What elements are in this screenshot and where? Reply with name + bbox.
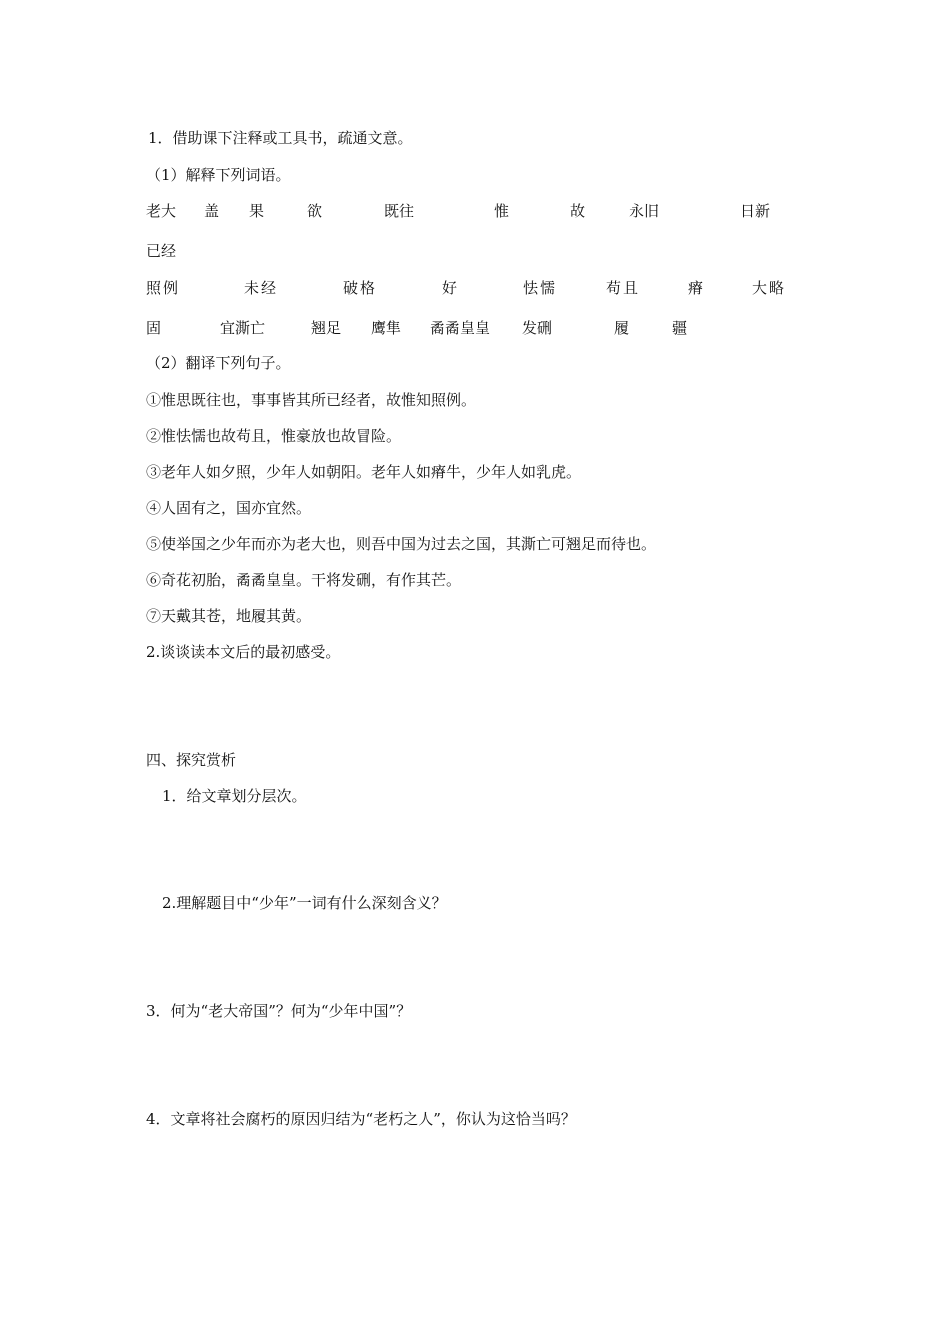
vocab-word: 苟且 <box>606 279 641 297</box>
sentence-item: ①惟思既往也，事事皆其所已经者，故惟知照例。 <box>146 391 477 409</box>
section4-title: 四、探究赏析 <box>146 751 237 769</box>
vocab-word: 大略 <box>752 279 787 297</box>
vocab-word: 老大 <box>146 202 177 220</box>
sentence-item: ④人固有之，国亦宜然。 <box>146 499 312 517</box>
vocab-word: 鹰隼 <box>371 319 402 337</box>
vocab-word: 宜澌亡 <box>220 319 266 337</box>
vocab-word: 照例 <box>146 279 181 297</box>
vocab-word: 发硎 <box>522 319 553 337</box>
sentence-item: ⑦天戴其苍，地履其黄。 <box>146 607 312 625</box>
section1-heading: 1．借助课下注释或工具书，疏通文意。 <box>148 129 413 147</box>
vocab-word: 日新 <box>740 202 771 220</box>
analysis-question: 3．何为“老大帝国”？何为“少年中国”？ <box>146 1002 412 1020</box>
sentence-item: ②惟怯懦也故苟且，惟豪放也故冒险。 <box>146 427 402 445</box>
vocab-word: 永旧 <box>629 202 660 220</box>
analysis-question: 2.理解题目中“少年”一词有什么深刻含义？ <box>162 894 447 912</box>
vocab-word: 已经 <box>146 242 177 260</box>
vocab-word: 故 <box>570 202 586 220</box>
sentence-item: ⑥奇花初胎，矞矞皇皇。干将发硎，有作其芒。 <box>146 571 462 589</box>
vocab-word: 果 <box>249 202 265 220</box>
vocab-word: 瘠 <box>688 279 704 297</box>
analysis-question: 1．给文章划分层次。 <box>162 787 307 805</box>
sentence-item: ⑤使举国之少年而亦为老大也，则吾中国为过去之国，其澌亡可翘足而待也。 <box>146 535 657 553</box>
vocab-word: 翘足 <box>311 319 342 337</box>
vocab-word: 欲 <box>307 202 323 220</box>
analysis-question: 4．文章将社会腐朽的原因归结为“老朽之人”，你认为这恰当吗？ <box>146 1110 576 1128</box>
vocab-word: 履 <box>614 319 630 337</box>
vocab-word: 矞矞皇皇 <box>430 319 491 337</box>
translate-subheading: （2）翻译下列句子。 <box>146 354 291 372</box>
vocab-word: 好 <box>442 279 458 297</box>
question-2: 2.谈谈读本文后的最初感受。 <box>146 643 341 661</box>
vocab-word: 怯懦 <box>523 279 558 297</box>
vocab-word: 盖 <box>204 202 220 220</box>
sentence-item: ③老年人如夕照，少年人如朝阳。老年人如瘠牛，少年人如乳虎。 <box>146 463 582 481</box>
vocab-word: 惟 <box>494 202 510 220</box>
vocab-word: 未经 <box>244 279 279 297</box>
vocab-word: 破格 <box>343 279 378 297</box>
vocab-subheading: （1）解释下列词语。 <box>146 166 291 184</box>
vocab-word: 疆 <box>672 319 688 337</box>
vocab-word: 既往 <box>384 202 415 220</box>
vocab-word: 固 <box>146 319 162 337</box>
